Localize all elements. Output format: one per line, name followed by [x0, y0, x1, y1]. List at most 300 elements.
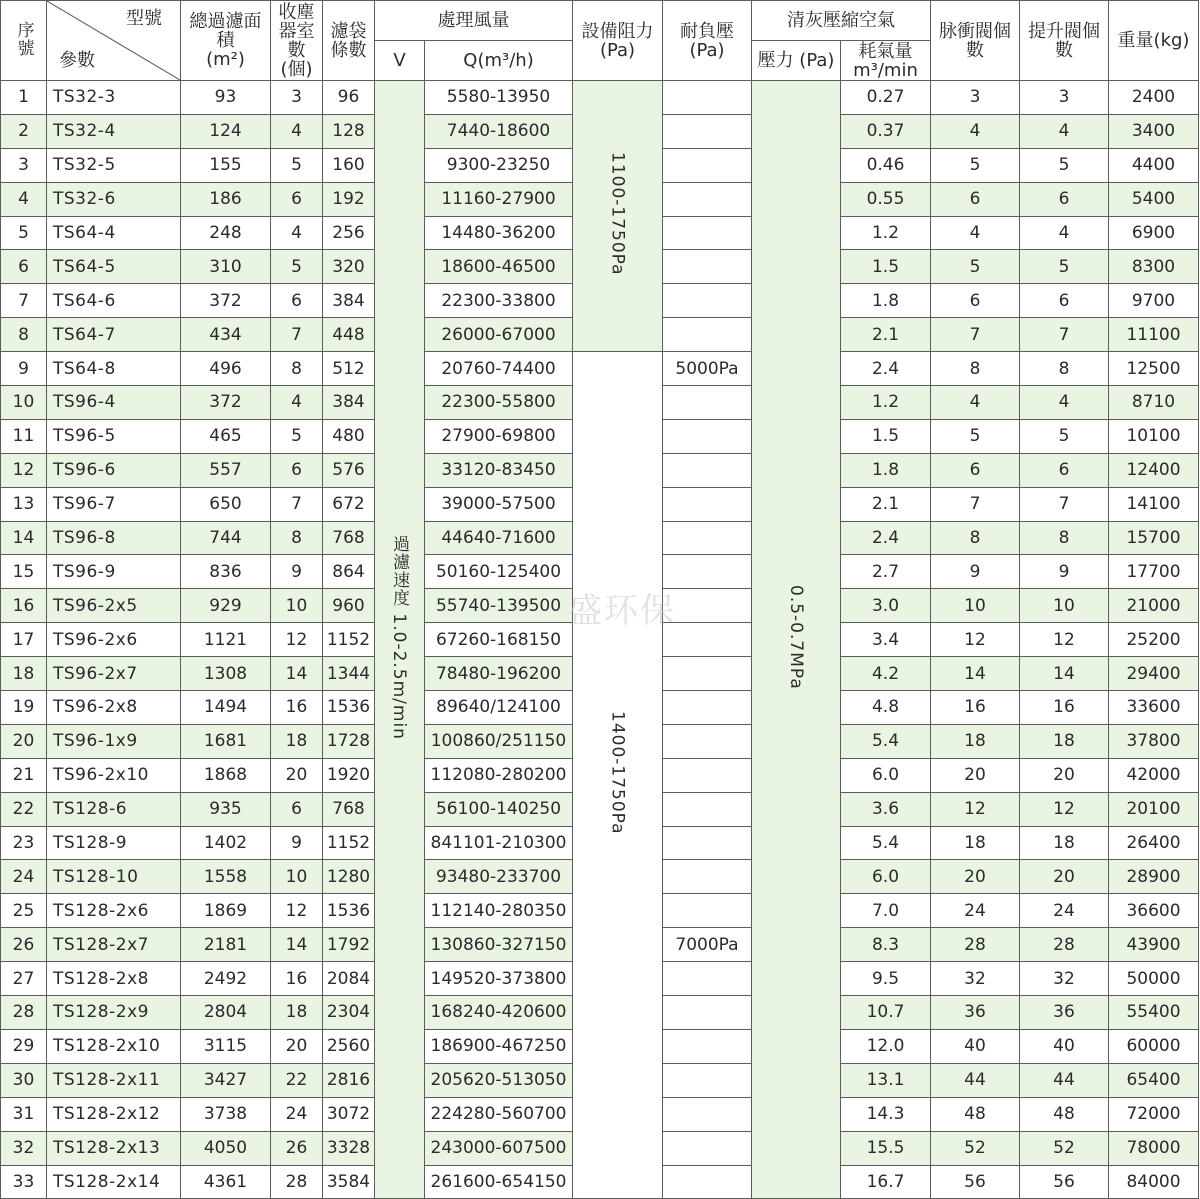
header-seq: 序號 [1, 1, 47, 81]
cell-airflow: 27900-69800 [425, 419, 573, 453]
cell-airflow: 33120-83450 [425, 453, 573, 487]
cell-seq: 10 [1, 386, 47, 420]
cell-pulse-valves: 18 [931, 724, 1020, 758]
cell-negative-pressure [663, 216, 752, 250]
watermark: 盛环保 [568, 591, 676, 631]
cell-lift-valves: 9 [1020, 555, 1109, 589]
cell-airflow: 168240-420600 [425, 996, 573, 1030]
header-consumption: 耗氣量 m³/min [841, 41, 931, 81]
cell-seq: 22 [1, 792, 47, 826]
cell-air-consumption: 0.46 [841, 148, 931, 182]
cell-model: TS96-4 [47, 386, 181, 420]
cell-pulse-valves: 12 [931, 623, 1020, 657]
cell-airflow: 56100-140250 [425, 792, 573, 826]
cell-air-consumption: 1.2 [841, 216, 931, 250]
cell-chambers: 4 [271, 114, 323, 148]
cell-weight: 8300 [1109, 250, 1199, 284]
cell-chambers: 9 [271, 826, 323, 860]
cell-bags: 1536 [323, 691, 375, 725]
cell-chambers: 3 [271, 81, 323, 115]
cell-seq: 26 [1, 928, 47, 962]
cell-chambers: 7 [271, 487, 323, 521]
cell-negative-pressure [663, 589, 752, 623]
header-params: 參數 [59, 50, 95, 71]
cell-lift-valves: 4 [1020, 114, 1109, 148]
cell-weight: 29400 [1109, 657, 1199, 691]
cell-bags: 1728 [323, 724, 375, 758]
cell-negative-pressure [663, 1029, 752, 1063]
cell-lift-valves: 40 [1020, 1029, 1109, 1063]
cell-airflow: 22300-55800 [425, 386, 573, 420]
cell-air-consumption: 16.7 [841, 1165, 931, 1199]
cell-lift-valves: 3 [1020, 81, 1109, 115]
header-area: 總過濾面積 (m²) [181, 1, 271, 81]
cell-bags: 768 [323, 792, 375, 826]
cell-model: TS128-9 [47, 826, 181, 860]
cell-weight: 8710 [1109, 386, 1199, 420]
cell-lift-valves: 4 [1020, 216, 1109, 250]
cell-weight: 14100 [1109, 487, 1199, 521]
cell-seq: 15 [1, 555, 47, 589]
cell-seq: 28 [1, 996, 47, 1030]
cell-weight: 43900 [1109, 928, 1199, 962]
cell-negative-pressure [663, 148, 752, 182]
table-body [1, 81, 1200, 1199]
cell-seq: 6 [1, 250, 47, 284]
cell-lift-valves: 4 [1020, 386, 1109, 420]
cell-seq: 25 [1, 894, 47, 928]
cell-air-consumption: 2.1 [841, 487, 931, 521]
cell-weight: 10100 [1109, 419, 1199, 453]
cell-lift-valves: 18 [1020, 724, 1109, 758]
cell-pulse-valves: 8 [931, 521, 1020, 555]
cell-lift-valves: 36 [1020, 996, 1109, 1030]
cell-lift-valves: 48 [1020, 1097, 1109, 1131]
cell-air-consumption: 1.5 [841, 419, 931, 453]
cell-weight: 12400 [1109, 453, 1199, 487]
cell-chambers: 22 [271, 1063, 323, 1097]
cell-lift-valves: 20 [1020, 758, 1109, 792]
cell-bags: 3328 [323, 1131, 375, 1165]
cell-chambers: 16 [271, 691, 323, 725]
cell-seq: 5 [1, 216, 47, 250]
cell-negative-pressure [663, 1131, 752, 1165]
cell-negative-pressure [663, 1165, 752, 1199]
cell-airflow: 224280-560700 [425, 1097, 573, 1131]
cell-bags: 384 [323, 284, 375, 318]
cell-area: 1869 [181, 894, 271, 928]
cell-airflow: 55740-139500 [425, 589, 573, 623]
cell-pulse-valves: 20 [931, 860, 1020, 894]
cell-lift-valves: 14 [1020, 657, 1109, 691]
cell-weight: 65400 [1109, 1063, 1199, 1097]
cell-air-consumption: 6.0 [841, 860, 931, 894]
cell-seq: 30 [1, 1063, 47, 1097]
cell-model: TS128-2x6 [47, 894, 181, 928]
cell-model: TS128-2x9 [47, 996, 181, 1030]
cell-negative-pressure [663, 1097, 752, 1131]
cell-weight: 21000 [1109, 589, 1199, 623]
cell-negative-pressure [663, 318, 752, 352]
cell-air-consumption: 2.1 [841, 318, 931, 352]
cell-model: TS96-2x5 [47, 589, 181, 623]
cell-airflow: 67260-168150 [425, 623, 573, 657]
cell-lift-valves: 44 [1020, 1063, 1109, 1097]
cell-area: 744 [181, 521, 271, 555]
cell-negative-pressure [663, 386, 752, 420]
header-weight: 重量(kg) [1109, 1, 1199, 81]
cell-airflow: 841101-210300 [425, 826, 573, 860]
cell-airflow: 78480-196200 [425, 657, 573, 691]
cell-pulse-valves: 20 [931, 758, 1020, 792]
cell-chambers: 5 [271, 250, 323, 284]
cell-airflow: 149520-373800 [425, 962, 573, 996]
cell-chambers: 4 [271, 386, 323, 420]
cell-seq: 7 [1, 284, 47, 318]
cell-model: TS128-2x13 [47, 1131, 181, 1165]
cell-model: TS32-4 [47, 114, 181, 148]
cell-negative-pressure [663, 487, 752, 521]
cell-chambers: 20 [271, 1029, 323, 1063]
table-row [1, 81, 1200, 115]
cell-area: 3115 [181, 1029, 271, 1063]
cell-bags: 96 [323, 81, 375, 115]
cell-airflow: 112080-280200 [425, 758, 573, 792]
cell-chambers: 5 [271, 148, 323, 182]
cell-pulse-valves: 4 [931, 114, 1020, 148]
cell-bags: 2084 [323, 962, 375, 996]
cell-bags: 960 [323, 589, 375, 623]
cell-bags: 1792 [323, 928, 375, 962]
cell-area: 3738 [181, 1097, 271, 1131]
header-model-params [47, 1, 181, 81]
cell-model: TS96-1x9 [47, 724, 181, 758]
cell-seq: 24 [1, 860, 47, 894]
cell-air-consumption: 1.8 [841, 284, 931, 318]
cell-bags: 1152 [323, 826, 375, 860]
cell-area: 465 [181, 419, 271, 453]
cell-chambers: 12 [271, 894, 323, 928]
cell-lift-valves: 56 [1020, 1165, 1109, 1199]
cell-area: 372 [181, 284, 271, 318]
cell-bags: 1344 [323, 657, 375, 691]
cell-pulse-valves: 16 [931, 691, 1020, 725]
cell-pulse-valves: 28 [931, 928, 1020, 962]
cell-weight: 33600 [1109, 691, 1199, 725]
cell-lift-valves: 5 [1020, 419, 1109, 453]
cell-weight: 11100 [1109, 318, 1199, 352]
cell-area: 1868 [181, 758, 271, 792]
cell-area: 93 [181, 81, 271, 115]
cell-area: 248 [181, 216, 271, 250]
cell-weight: 3400 [1109, 114, 1199, 148]
cell-area: 2181 [181, 928, 271, 962]
cell-model: TS128-2x11 [47, 1063, 181, 1097]
cell-weight: 9700 [1109, 284, 1199, 318]
cell-air-consumption: 9.5 [841, 962, 931, 996]
cell-pulse-valves: 4 [931, 386, 1020, 420]
cell-air-consumption: 4.2 [841, 657, 931, 691]
cell-chambers: 7 [271, 318, 323, 352]
cell-pulse-valves: 24 [931, 894, 1020, 928]
cell-chambers: 14 [271, 928, 323, 962]
cell-model: TS128-2x10 [47, 1029, 181, 1063]
cell-chambers: 6 [271, 453, 323, 487]
cell-pulse-valves: 48 [931, 1097, 1020, 1131]
cell-weight: 60000 [1109, 1029, 1199, 1063]
cell-bags: 1152 [323, 623, 375, 657]
cell-weight: 2400 [1109, 81, 1199, 115]
cell-airflow: 44640-71600 [425, 521, 573, 555]
cell-negative-pressure [663, 521, 752, 555]
cell-area: 372 [181, 386, 271, 420]
cell-chambers: 16 [271, 962, 323, 996]
cell-area: 1121 [181, 623, 271, 657]
cell-air-consumption: 8.3 [841, 928, 931, 962]
cell-air-consumption: 1.2 [841, 386, 931, 420]
cell-model: TS96-2x6 [47, 623, 181, 657]
cell-chambers: 18 [271, 996, 323, 1030]
cell-model: TS128-2x8 [47, 962, 181, 996]
cell-area: 650 [181, 487, 271, 521]
cell-area: 496 [181, 352, 271, 386]
cell-bags: 1536 [323, 894, 375, 928]
cell-chambers: 4 [271, 216, 323, 250]
cell-seq: 19 [1, 691, 47, 725]
cell-weight: 20100 [1109, 792, 1199, 826]
cell-seq: 3 [1, 148, 47, 182]
cell-weight: 42000 [1109, 758, 1199, 792]
cell-bags: 448 [323, 318, 375, 352]
cell-lift-valves: 10 [1020, 589, 1109, 623]
cell-airflow: 93480-233700 [425, 860, 573, 894]
cell-negative-pressure [663, 758, 752, 792]
cell-clean-pressure: 0.5-0.7MPa [752, 81, 841, 1199]
cell-pulse-valves: 7 [931, 318, 1020, 352]
cell-air-consumption: 4.8 [841, 691, 931, 725]
cell-chambers: 12 [271, 623, 323, 657]
cell-pulse-valves: 4 [931, 216, 1020, 250]
cell-bags: 3072 [323, 1097, 375, 1131]
cell-model: TS96-9 [47, 555, 181, 589]
cell-seq: 13 [1, 487, 47, 521]
cell-area: 310 [181, 250, 271, 284]
cell-model: TS64-6 [47, 284, 181, 318]
cell-chambers: 9 [271, 555, 323, 589]
cell-air-consumption: 3.4 [841, 623, 931, 657]
cell-weight: 6900 [1109, 216, 1199, 250]
cell-bags: 480 [323, 419, 375, 453]
cell-pulse-valves: 56 [931, 1165, 1020, 1199]
cell-seq: 18 [1, 657, 47, 691]
cell-area: 2804 [181, 996, 271, 1030]
cell-air-consumption: 2.4 [841, 521, 931, 555]
cell-pulse-valves: 9 [931, 555, 1020, 589]
header-resistance: 設備阻力(Pa) [573, 1, 663, 81]
cell-lift-valves: 16 [1020, 691, 1109, 725]
cell-negative-pressure [663, 250, 752, 284]
cell-pulse-valves: 5 [931, 419, 1020, 453]
cell-pulse-valves: 36 [931, 996, 1020, 1030]
cell-air-consumption: 10.7 [841, 996, 931, 1030]
cell-air-consumption: 15.5 [841, 1131, 931, 1165]
cell-lift-valves: 24 [1020, 894, 1109, 928]
cell-weight: 15700 [1109, 521, 1199, 555]
cell-resistance-group-b: 1400-1750Pa [573, 352, 663, 1199]
cell-bags: 128 [323, 114, 375, 148]
cell-weight: 26400 [1109, 826, 1199, 860]
cell-airflow: 18600-46500 [425, 250, 573, 284]
cell-seq: 27 [1, 962, 47, 996]
cell-weight: 36600 [1109, 894, 1199, 928]
cell-airflow: 39000-57500 [425, 487, 573, 521]
cell-model: TS96-7 [47, 487, 181, 521]
cell-air-consumption: 14.3 [841, 1097, 931, 1131]
cell-lift-valves: 12 [1020, 792, 1109, 826]
cell-seq: 29 [1, 1029, 47, 1063]
cell-seq: 16 [1, 589, 47, 623]
cell-lift-valves: 8 [1020, 521, 1109, 555]
cell-negative-pressure [663, 860, 752, 894]
cell-weight: 55400 [1109, 996, 1199, 1030]
cell-lift-valves: 7 [1020, 318, 1109, 352]
cell-air-consumption: 13.1 [841, 1063, 931, 1097]
cell-negative-pressure [663, 826, 752, 860]
cell-negative-pressure [663, 453, 752, 487]
cell-bags: 320 [323, 250, 375, 284]
header-bags: 濾袋條數 [323, 1, 375, 81]
header-model: 型號 [126, 8, 162, 29]
header-pulse-valves: 脉衝閥個數 [931, 1, 1020, 81]
cell-area: 186 [181, 182, 271, 216]
cell-resistance-group-a: 1100-1750Pa [573, 81, 663, 352]
cell-weight: 50000 [1109, 962, 1199, 996]
cell-area: 3427 [181, 1063, 271, 1097]
cell-chambers: 10 [271, 860, 323, 894]
cell-lift-valves: 5 [1020, 148, 1109, 182]
cell-airflow: 89640/124100 [425, 691, 573, 725]
cell-model: TS96-2x10 [47, 758, 181, 792]
cell-area: 1494 [181, 691, 271, 725]
cell-pulse-valves: 6 [931, 182, 1020, 216]
cell-air-consumption: 0.37 [841, 114, 931, 148]
cell-pulse-valves: 32 [931, 962, 1020, 996]
cell-area: 1681 [181, 724, 271, 758]
cell-weight: 17700 [1109, 555, 1199, 589]
cell-model: TS32-3 [47, 81, 181, 115]
cell-seq: 12 [1, 453, 47, 487]
cell-filter-velocity: 過濾速度 1.0-2.5m/min [375, 81, 425, 1199]
cell-area: 1308 [181, 657, 271, 691]
cell-pulse-valves: 6 [931, 453, 1020, 487]
cell-negative-pressure [663, 555, 752, 589]
cell-airflow: 26000-67000 [425, 318, 573, 352]
cell-negative-pressure [663, 182, 752, 216]
cell-weight: 37800 [1109, 724, 1199, 758]
cell-chambers: 10 [271, 589, 323, 623]
cell-bags: 768 [323, 521, 375, 555]
cell-seq: 8 [1, 318, 47, 352]
cell-chambers: 6 [271, 792, 323, 826]
cell-airflow: 205620-513050 [425, 1063, 573, 1097]
cell-pulse-valves: 12 [931, 792, 1020, 826]
cell-seq: 1 [1, 81, 47, 115]
cell-chambers: 6 [271, 284, 323, 318]
cell-negative-pressure: 5000Pa [663, 352, 752, 386]
cell-seq: 2 [1, 114, 47, 148]
cell-area: 4050 [181, 1131, 271, 1165]
table-row [1, 352, 1200, 386]
cell-area: 836 [181, 555, 271, 589]
cell-pulse-valves: 5 [931, 250, 1020, 284]
cell-lift-valves: 7 [1020, 487, 1109, 521]
cell-area: 4361 [181, 1165, 271, 1199]
cell-model: TS96-2x7 [47, 657, 181, 691]
header-airflow: 處理風量 [375, 1, 573, 41]
cell-bags: 3584 [323, 1165, 375, 1199]
cell-chambers: 8 [271, 352, 323, 386]
cell-area: 557 [181, 453, 271, 487]
cell-air-consumption: 0.27 [841, 81, 931, 115]
cell-seq: 23 [1, 826, 47, 860]
header-pressure: 壓力 (Pa) [752, 41, 841, 81]
cell-air-consumption: 12.0 [841, 1029, 931, 1063]
cell-chambers: 5 [271, 419, 323, 453]
header-q: Q(m³/h) [425, 41, 573, 81]
cell-weight: 5400 [1109, 182, 1199, 216]
cell-model: TS32-6 [47, 182, 181, 216]
cell-model: TS128-2x14 [47, 1165, 181, 1199]
cell-area: 124 [181, 114, 271, 148]
cell-lift-valves: 6 [1020, 284, 1109, 318]
cell-bags: 1920 [323, 758, 375, 792]
cell-air-consumption: 5.4 [841, 826, 931, 860]
cell-seq: 33 [1, 1165, 47, 1199]
cell-negative-pressure [663, 1063, 752, 1097]
cell-model: TS96-6 [47, 453, 181, 487]
cell-pulse-valves: 52 [931, 1131, 1020, 1165]
cell-pulse-valves: 8 [931, 352, 1020, 386]
cell-bags: 512 [323, 352, 375, 386]
cell-pulse-valves: 3 [931, 81, 1020, 115]
cell-area: 935 [181, 792, 271, 826]
cell-bags: 256 [323, 216, 375, 250]
cell-model: TS64-4 [47, 216, 181, 250]
cell-negative-pressure [663, 962, 752, 996]
cell-model: TS64-5 [47, 250, 181, 284]
cell-weight: 78000 [1109, 1131, 1199, 1165]
cell-model: TS96-8 [47, 521, 181, 555]
cell-airflow: 5580-13950 [425, 81, 573, 115]
cell-seq: 21 [1, 758, 47, 792]
cell-air-consumption: 1.5 [841, 250, 931, 284]
cell-negative-pressure [663, 657, 752, 691]
cell-model: TS64-8 [47, 352, 181, 386]
cell-pulse-valves: 40 [931, 1029, 1020, 1063]
cell-seq: 17 [1, 623, 47, 657]
cell-negative-pressure [663, 996, 752, 1030]
cell-bags: 672 [323, 487, 375, 521]
cell-model: TS128-2x7 [47, 928, 181, 962]
cell-seq: 11 [1, 419, 47, 453]
cell-air-consumption: 3.6 [841, 792, 931, 826]
cell-bags: 384 [323, 386, 375, 420]
cell-weight: 84000 [1109, 1165, 1199, 1199]
cell-model: TS96-5 [47, 419, 181, 453]
cell-bags: 192 [323, 182, 375, 216]
cell-pulse-valves: 7 [931, 487, 1020, 521]
cell-chambers: 14 [271, 657, 323, 691]
